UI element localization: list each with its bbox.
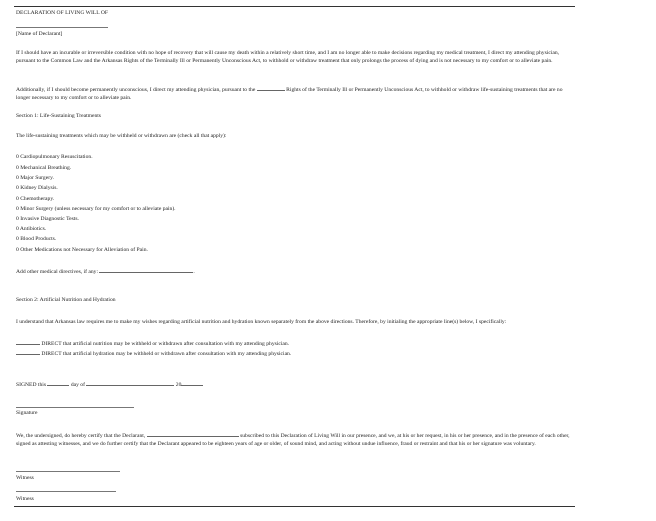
section-2-heading: Section 2: Artificial Nutrition and Hydration [16, 297, 116, 303]
bottom-rule [14, 506, 575, 507]
treatment-item[interactable]: 0 Cardiopulmonary Resuscitation. [16, 154, 93, 160]
witness-1-label: Witness [16, 475, 34, 481]
treatment-item[interactable]: 0 Blood Products. [16, 236, 57, 242]
witness-paragraph [16, 431, 578, 448]
treatment-item[interactable]: 0 Major Surgery. [16, 175, 54, 181]
other-directives-label: Add other medical directives, if any: [16, 269, 99, 275]
treatment-item[interactable]: 0 Minor Surgery (unless necessary for my comfort or to alleviate pain). [16, 206, 176, 212]
witness-2-line[interactable] [16, 491, 116, 492]
direct-nutrition [16, 339, 289, 349]
other-directives-blank[interactable] [99, 267, 193, 273]
treatment-item[interactable]: 0 Kidney Dialysis. [16, 185, 58, 191]
signature-label: Signature [16, 410, 38, 416]
direct-hydration-text: DIRECT that artificial hydration may be withheld or withdrawn after consultation with my attending physician. [41, 351, 292, 357]
top-rule [14, 6, 575, 7]
day-of-label: day of [70, 382, 85, 388]
treatment-item[interactable]: 0 Invasive Diagnostic Tests. [16, 216, 79, 222]
other-directives: Add other medical directives, if any: . [16, 269, 195, 275]
witness-2-label: Witness [16, 496, 34, 502]
nutrition-initial-blank[interactable] [16, 339, 40, 345]
section-2-intro: I understand that Arkansas law requires me to make my wishes regarding artificial nutrition and hydration known separately from the above directions. Therefore, by initialing the appropriate line(s) below, I specifically: [16, 319, 507, 325]
act-name-blank[interactable] [257, 85, 285, 91]
signed-this-label: SIGNED this [16, 382, 46, 388]
treatment-item[interactable]: 0 Other Medications not Necessary for Alleviation of Pain. [16, 247, 148, 253]
signed-line [16, 380, 203, 390]
declarant-name-label: [Name of Declarant] [16, 31, 63, 37]
section-1-heading: Section 1: Life-Sustaining Treatments [16, 113, 101, 119]
witness-paragraph-part-a: We, the undersigned, do hereby certify that the Declarant, [16, 433, 146, 439]
year-prefix: 20 [175, 382, 182, 388]
paragraph-2-part-a: Additionally, if I should become permanently unconscious, I direct my attending physician, pursuant to the [16, 87, 256, 93]
direct-hydration [16, 349, 291, 359]
paragraph-2-part-b: Rights of the Terminally Ill or Permanently Unconscious Act, to withhold or withdraw life-sustaining treatments that are no longer necessary to my comfort or to alleviate pain. [16, 87, 563, 101]
declarant-blank[interactable] [147, 431, 239, 437]
signed-year-blank[interactable] [181, 380, 203, 386]
declarant-name-line[interactable] [16, 27, 108, 28]
treatment-item[interactable]: 0 Antibiotics. [16, 226, 47, 232]
paragraph-2 [16, 85, 578, 102]
treatment-item[interactable]: 0 Mechanical Breathing. [16, 165, 72, 171]
document-title: DECLARATION OF LIVING WILL OF [16, 10, 108, 16]
signed-month-blank[interactable] [86, 380, 174, 386]
signature-line[interactable] [16, 407, 134, 408]
direct-nutrition-text: DIRECT that artificial nutrition may be withheld or withdrawn after consultation with my attending physician. [41, 341, 290, 347]
section-1-intro: The life-sustaining treatments which may be withheld or withdrawn are (check all that apply): [16, 133, 227, 139]
paragraph-1: If I should have an incurable or irreversible condition with no hope of recovery that will cause my death within a relatively short time, and I am no longer able to make decisions regarding my medical treatment, I direct my attending physician, pursuant to the Common Law and the Arkansas Rights of the Terminally Ill or Permanently Unconscious Act, to withhold or withdraw treatment that only prolongs the process of dying and is not necessary to my comfort or to alleviate pain. [16, 50, 560, 64]
signed-day-blank[interactable] [47, 380, 69, 386]
treatment-item[interactable]: 0 Chemotherapy. [16, 196, 55, 202]
witness-1-line[interactable] [16, 471, 120, 472]
witness-paragraph-part-b: subscribed to this Declaration of Living Will in our presence, and we, at his or her request, in his or her presence, and in the presence of each other, signed as attesting witnesses, and we do further certify that the Declarant appeared to be eighteen years of age or older, of sound mind, and acting without undue influence, fraud or restraint and that his or her signature was voluntary. [16, 433, 570, 447]
hydration-initial-blank[interactable] [16, 349, 40, 355]
